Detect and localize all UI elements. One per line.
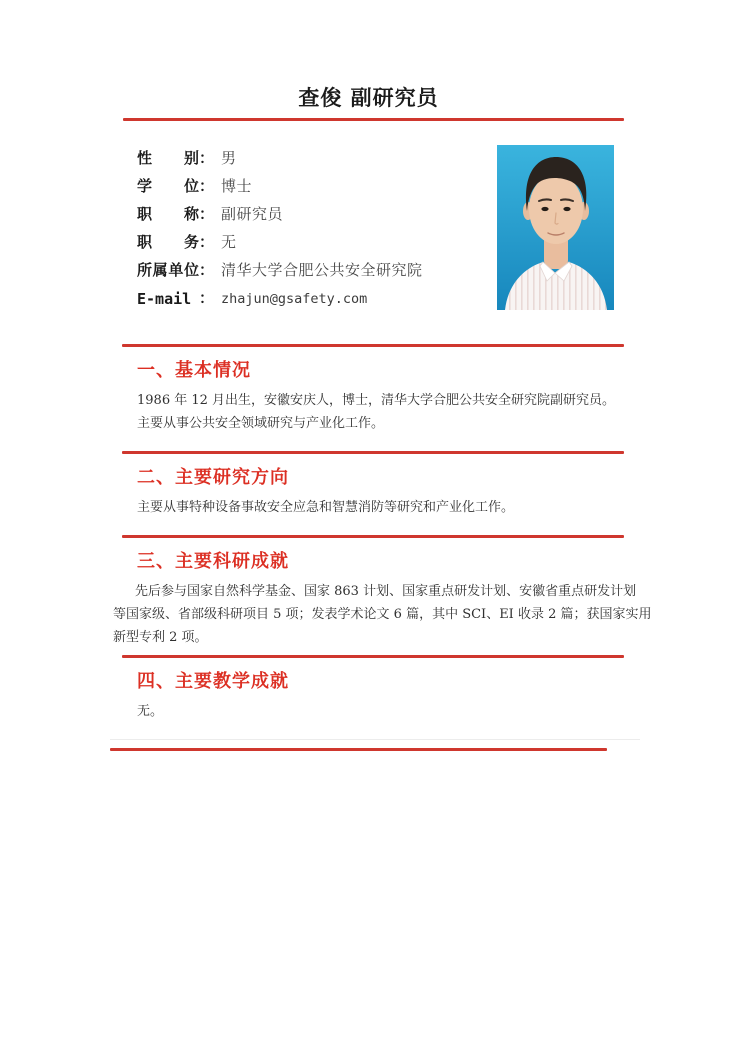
section-basic-info-title: 一、基本情况	[137, 360, 251, 381]
sections-container	[113, 344, 652, 751]
body-line: 无。	[137, 704, 164, 719]
table-border-faint	[110, 739, 640, 740]
field-affiliation-label: 所属单位：	[137, 261, 215, 279]
section-research-achievements-title: 三、主要科研成就	[137, 551, 289, 572]
profile-photo	[497, 145, 614, 310]
field-job-title	[137, 200, 487, 228]
field-email-value: zhajun@gsafety.com	[221, 291, 368, 307]
section-research-directions-body	[137, 496, 624, 519]
profile-info	[137, 144, 487, 312]
field-gender-value: 男	[221, 149, 237, 167]
field-affiliation-value: 清华大学合肥公共安全研究院	[221, 261, 423, 279]
section-teaching-achievements	[122, 658, 624, 723]
section-research-achievements-body	[113, 580, 652, 649]
section-basic-info-body	[137, 389, 624, 435]
body-line: 主要从事特种设备事故安全应急和智慧消防等研究和产业化工作。	[137, 500, 515, 515]
body-line: 等国家级、省部级科研项目 5 项；发表学术论文 6 篇，其中 SCI、EI 收录 2 篇；获国家实用	[113, 607, 652, 622]
body-line: 新型专利 2 项。	[113, 630, 208, 645]
title-divider	[123, 118, 624, 121]
bottom-divider	[110, 748, 607, 751]
section-basic-info	[122, 347, 624, 451]
body-line: 1986 年 12 月出生，安徽安庆人，博士，清华大学合肥公共安全研究院副研究员。	[137, 393, 616, 408]
field-position-label: 职务：	[137, 233, 215, 251]
section-teaching-achievements-title: 四、主要教学成就	[137, 671, 289, 692]
section-research-achievements	[113, 538, 652, 655]
field-gender	[137, 144, 487, 172]
body-line: 先后参与国家自然科学基金、国家 863 计划、国家重点研发计划、安徽省重点研发计划	[135, 584, 637, 599]
field-position	[137, 228, 487, 256]
field-job-title-value: 副研究员	[221, 205, 284, 223]
section-research-directions-title: 二、主要研究方向	[137, 467, 289, 488]
field-gender-label: 性别：	[137, 149, 215, 167]
page-title: 查俊 副研究员	[298, 85, 439, 110]
field-email	[137, 284, 487, 312]
field-degree	[137, 172, 487, 200]
section-teaching-achievements-body	[137, 700, 624, 723]
field-job-title-label: 职称：	[137, 205, 215, 223]
body-line: 主要从事公共安全领域研究与产业化工作。	[137, 416, 385, 431]
section-research-directions	[122, 454, 624, 535]
field-position-value: 无	[221, 233, 237, 251]
field-affiliation	[137, 256, 487, 284]
field-degree-label: 学位：	[137, 177, 215, 195]
field-email-label: E-mail ：	[137, 289, 215, 308]
field-degree-value: 博士	[221, 177, 253, 195]
